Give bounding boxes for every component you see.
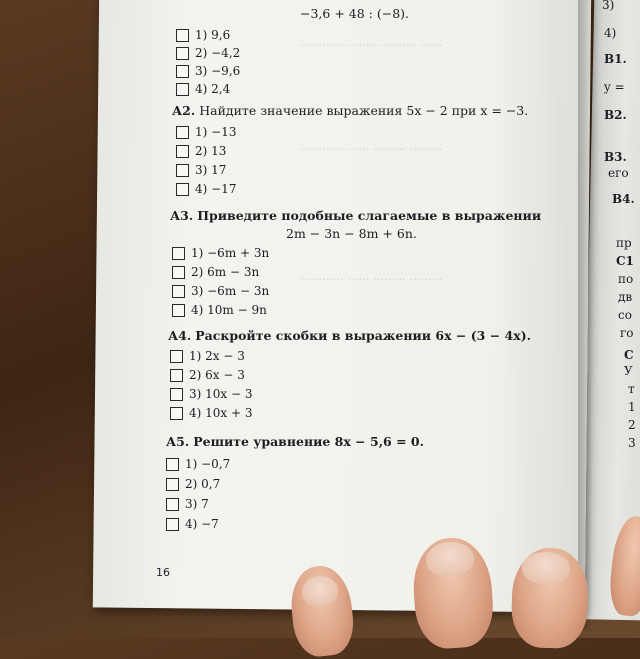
- a4-option-2[interactable]: 2) 6x − 3: [170, 368, 245, 382]
- right-text: 2: [628, 418, 636, 432]
- checkbox[interactable]: [172, 304, 185, 317]
- checkbox[interactable]: [170, 350, 183, 363]
- checkbox[interactable]: [176, 183, 189, 196]
- right-text: 3: [628, 436, 636, 450]
- a5-option-3[interactable]: 3) 7: [166, 497, 209, 511]
- checkbox[interactable]: [176, 83, 189, 96]
- right-task-label: В2.: [604, 108, 627, 122]
- right-text: его: [608, 166, 629, 180]
- checkbox[interactable]: [176, 65, 189, 78]
- a4-option-3[interactable]: 3) 10x − 3: [170, 387, 253, 401]
- header-expression: −3,6 + 48 : (−8).: [300, 6, 409, 21]
- checkbox[interactable]: [166, 478, 179, 491]
- a3-option-4[interactable]: 4) 10m − 9n: [172, 303, 267, 317]
- a3-option-2[interactable]: 2) 6m − 3n: [172, 265, 259, 279]
- right-text: y =: [604, 80, 625, 94]
- a1-option-3[interactable]: 3) −9,6: [176, 64, 240, 78]
- checkbox[interactable]: [166, 458, 179, 471]
- a2-option-1[interactable]: 1) −13: [176, 125, 236, 139]
- a4-question: А4. Раскройте скобки в выражении 6x − (3 − 4x).: [168, 328, 531, 343]
- right-task-label: С1: [616, 254, 634, 268]
- checkbox[interactable]: [176, 126, 189, 139]
- right-task-label: В4.: [612, 192, 635, 206]
- a1-option-4[interactable]: 4) 2,4: [176, 82, 230, 96]
- checkbox[interactable]: [170, 388, 183, 401]
- right-task-label: В3.: [604, 150, 627, 164]
- checkbox[interactable]: [176, 29, 189, 42]
- checkbox[interactable]: [172, 266, 185, 279]
- checkbox[interactable]: [166, 518, 179, 531]
- checkbox[interactable]: [176, 47, 189, 60]
- checkbox[interactable]: [176, 145, 189, 158]
- a1-option-2[interactable]: 2) −4,2: [176, 46, 240, 60]
- a5-option-1[interactable]: 1) −0,7: [166, 457, 230, 471]
- page-number: 16: [156, 566, 170, 579]
- a4-option-1[interactable]: 1) 2x − 3: [170, 349, 245, 363]
- a2-question: А2. Найдите значение выражения 5x − 2 при x = −3.: [172, 103, 529, 118]
- a2-option-2[interactable]: 2) 13: [176, 144, 226, 158]
- fingernail: [521, 551, 570, 585]
- right-text: т: [628, 382, 635, 396]
- right-text: дв: [618, 290, 633, 304]
- checkbox[interactable]: [166, 498, 179, 511]
- right-text: 1: [628, 400, 636, 414]
- checkbox[interactable]: [172, 285, 185, 298]
- a2-option-3[interactable]: 3) 17: [176, 163, 226, 177]
- a3-option-1[interactable]: 1) −6m + 3n: [172, 246, 269, 260]
- checkbox[interactable]: [176, 164, 189, 177]
- show-through-text: ………… ……… ……… ……: [300, 36, 443, 49]
- a2-option-4[interactable]: 4) −17: [176, 182, 236, 196]
- right-text: со: [618, 308, 632, 322]
- a3-question: А3. Приведите подобные слагаемые в выражении: [170, 208, 542, 223]
- a5-option-2[interactable]: 2) 0,7: [166, 477, 220, 491]
- checkbox[interactable]: [172, 247, 185, 260]
- right-text: У: [624, 364, 633, 378]
- a5-option-4[interactable]: 4) −7: [166, 517, 219, 531]
- right-task-label: В1.: [604, 52, 627, 66]
- a4-option-4[interactable]: 4) 10x + 3: [170, 406, 253, 420]
- checkbox[interactable]: [170, 369, 183, 382]
- right-text: го: [620, 326, 634, 340]
- a5-question: А5. Решите уравнение 8x − 5,6 = 0.: [166, 434, 424, 449]
- right-text: пр: [616, 236, 632, 250]
- right-option: 4): [604, 26, 617, 40]
- right-option: 3): [602, 0, 615, 12]
- show-through-text: ………… …… ……… ………: [300, 270, 443, 283]
- right-task-label: С: [624, 348, 634, 362]
- a3-option-3[interactable]: 3) −6m − 3n: [172, 284, 269, 298]
- a1-option-1[interactable]: 1) 9,6: [176, 28, 230, 42]
- right-text: по: [618, 272, 634, 286]
- checkbox[interactable]: [170, 407, 183, 420]
- show-through-text: ………… …… ……… ………: [300, 140, 443, 153]
- a3-expression: 2m − 3n − 8m + 6n.: [286, 226, 417, 241]
